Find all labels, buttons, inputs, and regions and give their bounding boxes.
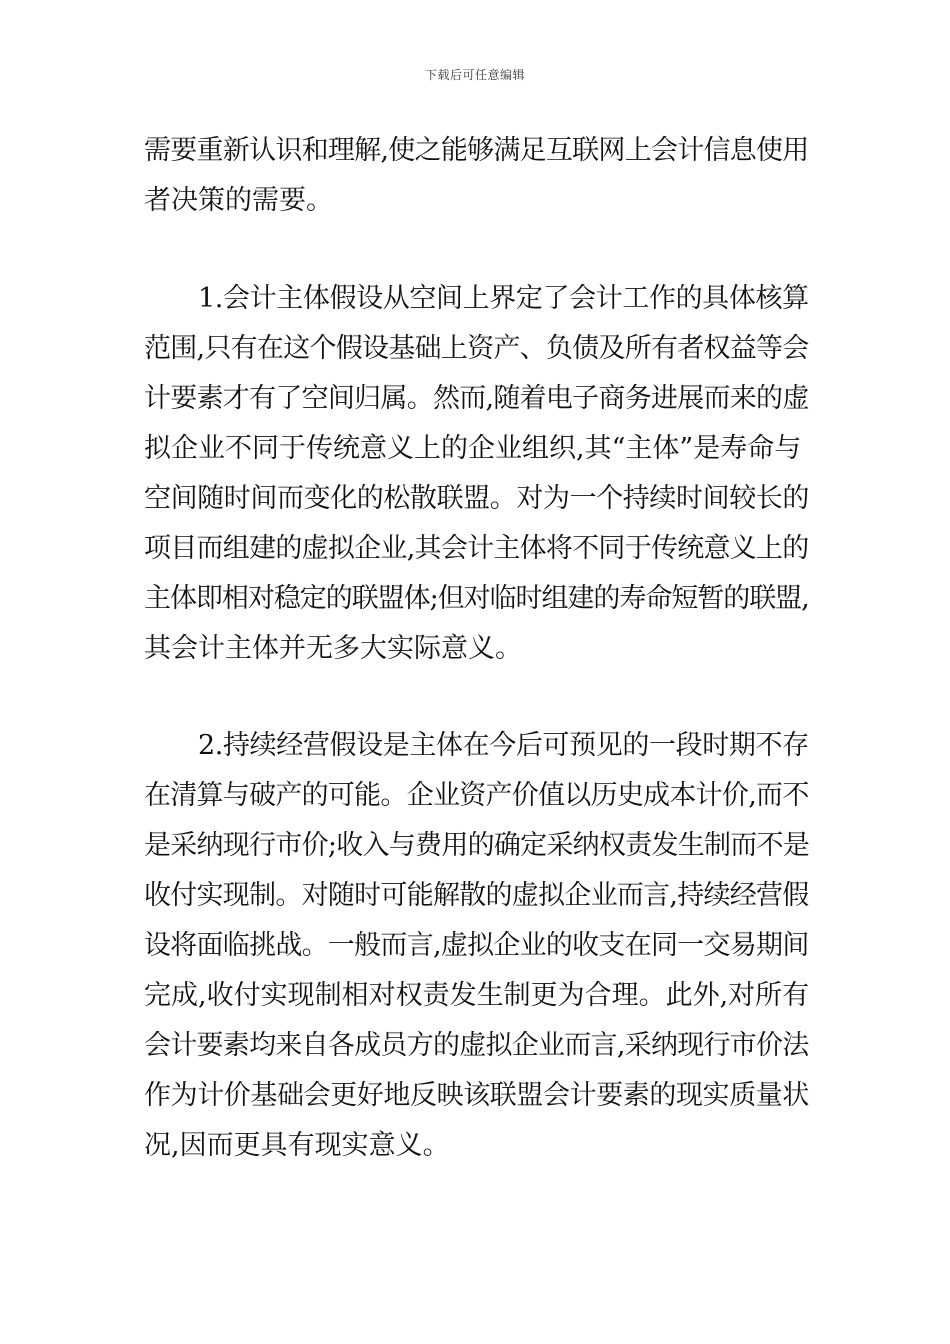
text-line: 2.持续经营假设是主体在今后可预见的一段时期不存 (198, 730, 809, 761)
page-header: 下载后可任意编辑 (424, 68, 525, 82)
text-line: 拟企业不同于传统意义上的企业组织,其“主体”是寿命与 (144, 433, 802, 464)
text-line: 空间随时间而变化的松散联盟。对为一个持续时间较长的 (144, 483, 809, 514)
text-line: 者决策的需要。 (144, 185, 333, 216)
text-line: 会计要素均来自各成员方的虚拟企业而言,采纳现行市价法 (144, 1030, 809, 1061)
paragraph-accounting-entity (144, 274, 809, 674)
text-line: 在清算与破产的可能。企业资产价值以历史成本计价,而不 (144, 780, 809, 811)
text-line: 其会计主体并无多大实际意义。 (144, 633, 522, 664)
text-line: 完成,收付实现制相对权责发生制更为合理。此外,对所有 (144, 980, 810, 1011)
text-line: 需要重新认识和理解,使之能够满足互联网上会计信息使用 (144, 135, 809, 166)
text-line: 1.会计主体假设从空间上界定了会计工作的具体核算 (198, 283, 809, 314)
paragraph-going-concern (144, 721, 809, 1171)
text-line: 项目而组建的虚拟企业,其会计主体将不同于传统意义上的 (144, 533, 809, 564)
text-line: 况,因而更具有现实意义。 (144, 1130, 450, 1161)
text-line: 作为计价基础会更好地反映该联盟会计要素的现实质量状 (144, 1080, 809, 1111)
paragraph-continuation (144, 126, 809, 226)
text-line: 是采纳现行市价;收入与费用的确定采纳权责发生制而不是 (144, 830, 810, 861)
text-line: 设将面临挑战。一般而言,虚拟企业的收支在同一交易期间 (144, 930, 809, 961)
text-line: 计要素才有了空间归属。然而,随着电子商务进展而来的虚 (144, 383, 809, 414)
text-line: 范围,只有在这个假设基础上资产、负债及所有者权益等会 (144, 333, 809, 364)
text-line: 收付实现制。对随时可能解散的虚拟企业而言,持续经营假 (144, 880, 809, 911)
text-line: 主体即相对稳定的联盟体;但对临时组建的寿命短暂的联盟, (144, 583, 809, 614)
